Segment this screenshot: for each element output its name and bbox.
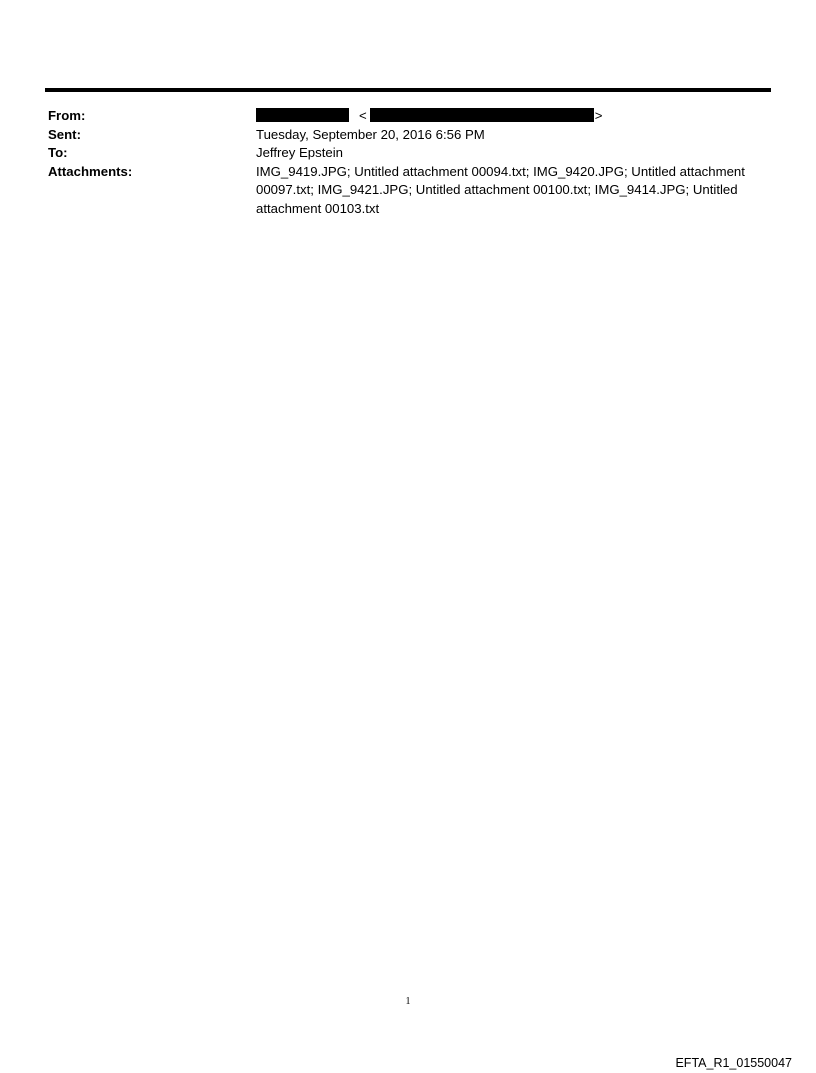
header-divider	[45, 88, 771, 92]
from-row	[48, 107, 758, 126]
from-value	[256, 107, 758, 126]
email-header	[48, 107, 758, 218]
sent-label: Sent:	[48, 126, 81, 142]
to-label: To:	[48, 145, 68, 160]
email-close-bracket: >	[594, 108, 603, 123]
attachments-row	[48, 163, 758, 219]
from-label: From:	[48, 108, 86, 123]
to-value: Jeffrey Epstein	[256, 145, 343, 160]
sent-value: Tuesday, September 20, 2016 6:56 PM	[256, 126, 485, 142]
to-row	[48, 144, 758, 163]
document-id: EFTA_R1_01550047	[675, 1056, 792, 1070]
sent-row	[48, 126, 758, 145]
redacted-sender-name	[256, 108, 349, 122]
attachments-value[interactable]: IMG_9419.JPG; Untitled attachment 00094.txt; IMG_9420.JPG; Untitled attachment 00097.txt; IMG_9421.JPG; Untitled attachment 00100.txt; IMG_9414.JPG; Untitled attachment 00103.txt	[256, 163, 745, 216]
attachments-label: Attachments:	[48, 163, 133, 179]
email-open-bracket: <	[359, 108, 367, 123]
page-number: 1	[405, 996, 411, 1007]
redacted-sender-email	[370, 108, 594, 122]
